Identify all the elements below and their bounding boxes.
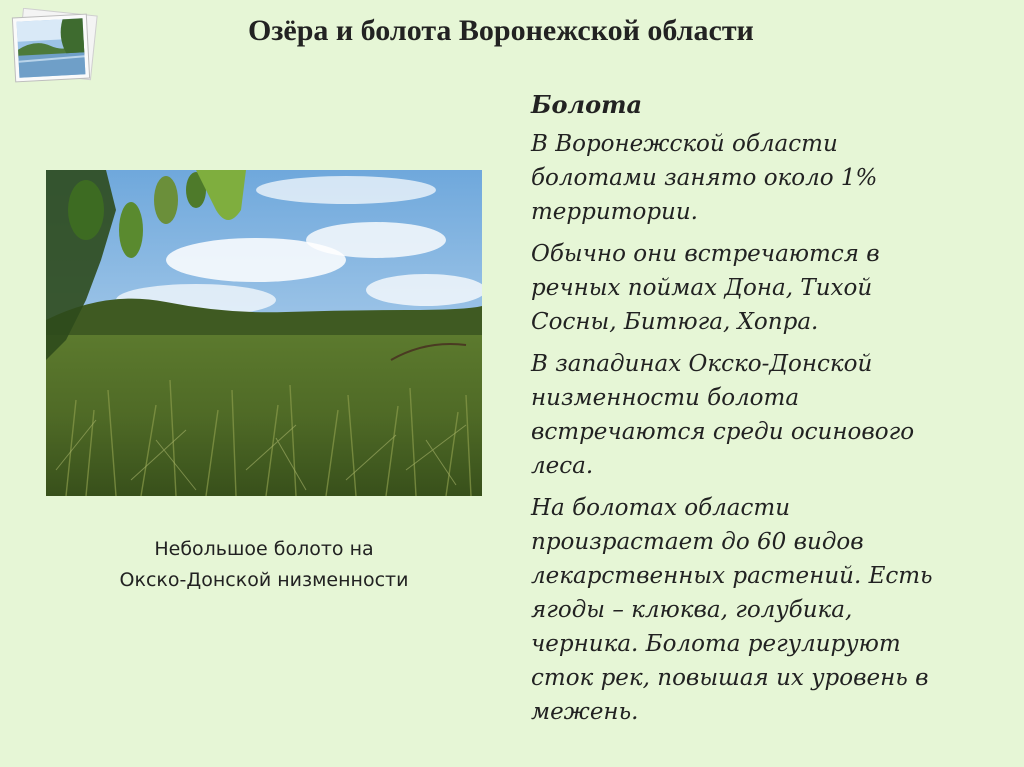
text-line: Сосны, Битюга, Хопра. [531,309,819,335]
text-block [531,88,1001,737]
landscape-photo-stack-icon [6,8,98,88]
text-line: произрастает до 60 видов [531,529,864,555]
text-line: ягоды – клюква, голубика, [531,597,853,623]
text-line: территории. [531,199,698,225]
text-line: речных поймах Дона, Тихой [531,275,873,301]
text-line: В западинах Окско-Донской [531,351,873,377]
text-line: сток рек, повышая их уровень в [531,665,929,691]
text-line: На болотах области [531,495,791,521]
text-line: леса. [531,453,594,479]
text-line: черника. Болота регулируют [531,631,901,657]
swamp-meadow-photo [46,170,482,496]
caption-line: Небольшое болото на [154,538,374,560]
text-line: низменности болота [531,385,800,411]
text-line: межень. [531,699,639,725]
text-line: лекарственных растений. Есть [531,563,933,589]
paragraph [531,491,1001,729]
section-heading: Болота [531,90,643,119]
paragraph [531,347,1001,483]
text-line: В Воронежской области [531,131,838,157]
text-line: встречаются среди осинового [531,419,915,445]
text-line: болотами занято около 1% [531,165,878,191]
paragraph [531,127,1001,229]
text-line: Обычно они встречаются в [531,241,880,267]
caption-line: Окско-Донской низменности [119,569,409,591]
paragraph [531,237,1001,339]
photo-caption [46,534,482,596]
slide-title: Озёра и болота Воронежской области [248,14,754,47]
